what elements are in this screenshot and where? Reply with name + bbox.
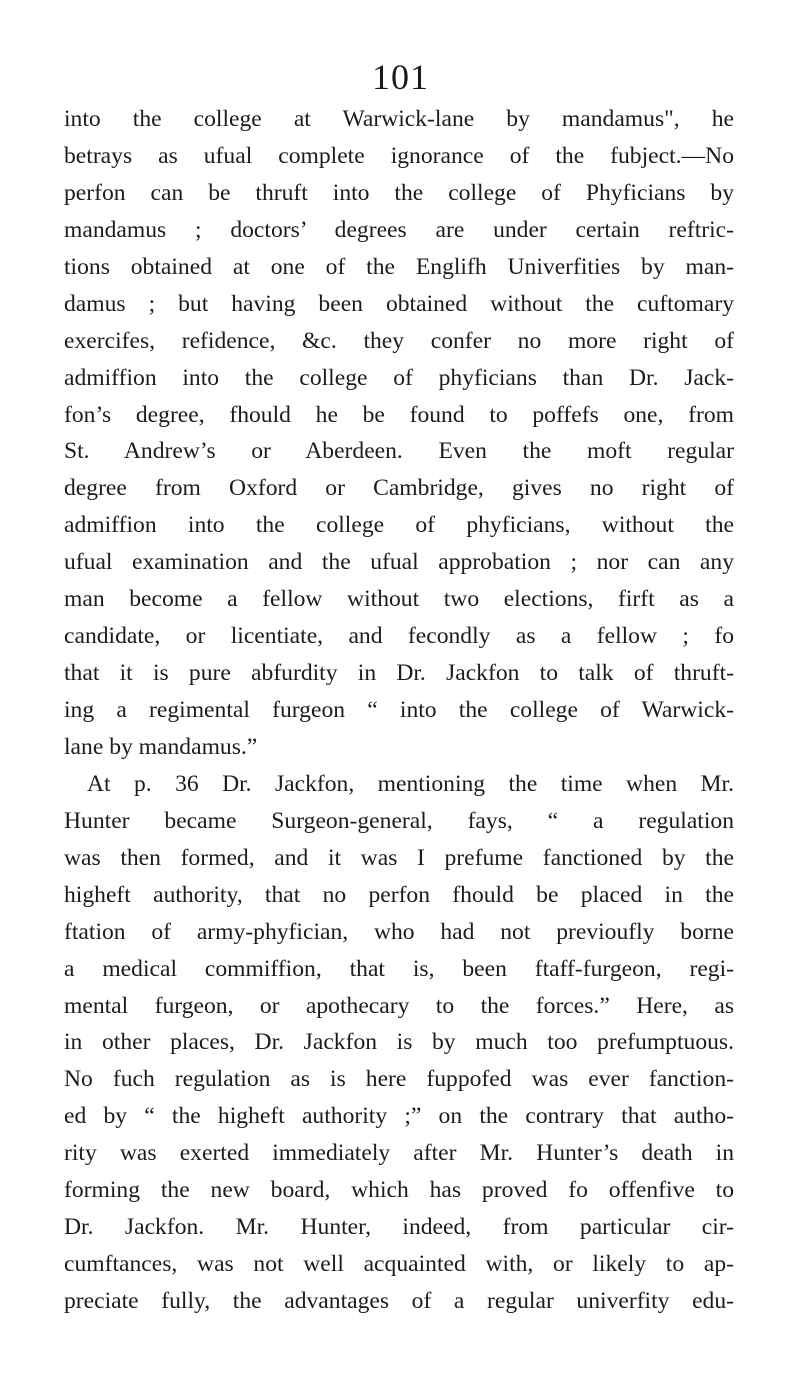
text-line: degree from Oxford or Cambridge, gives no right of: [64, 475, 734, 502]
text-line: St. Andrew’s or Aberdeen. Even the moft regular: [64, 438, 734, 465]
text-line: preciate fully, the advantages of a regular univerfity edu-: [64, 1288, 734, 1314]
text-line: cumftances, was not well acquainted with, or likely to ap-: [64, 1251, 734, 1278]
text-line: was then formed, and it was I prefume fanctioned by the: [64, 844, 734, 871]
text-line: man become a fellow without two elections, firft as a: [64, 586, 734, 613]
text-line: ed by “ the higheft authority ;” on the contrary that autho-: [64, 1103, 734, 1130]
text-line: No fuch regulation as is here fuppofed was ever fanction-: [64, 1066, 734, 1093]
body-text: [64, 101, 734, 1320]
text-line: At p. 36 Dr. Jackfon, mentioning the time when Mr.: [87, 770, 734, 797]
text-line: ufual examination and the ufual approbation ; nor can any: [64, 549, 734, 576]
text-line: higheft authority, that no perfon fhould be placed in the: [64, 881, 734, 908]
text-line: lane by mandamus.”: [64, 733, 258, 760]
text-line: Dr. Jackfon. Mr. Hunter, indeed, from particular cir-: [64, 1214, 734, 1241]
text-line: fon’s degree, fhould he be found to poffefs one, from: [64, 401, 734, 428]
text-line: admiffion into the college of phyficians than Dr. Jack-: [64, 364, 734, 391]
text-line: admiffion into the college of phyficians, without the: [64, 512, 734, 539]
text-line: into the college at Warwick-lane by mandamus", he: [64, 106, 734, 132]
text-line: tions obtained at one of the Englifh Univerfities by man-: [64, 253, 734, 280]
text-line: candidate, or licentiate, and fecondly as a fellow ; fo: [64, 623, 734, 650]
text-line: Hunter became Surgeon-general, fays, “ a regulation: [64, 807, 734, 834]
page-number: 101: [372, 57, 429, 97]
text-line: that it is pure abfurdity in Dr. Jackfon to talk of thruft-: [64, 660, 734, 687]
text-line: forming the new board, which has proved fo offenfive to: [64, 1177, 734, 1204]
text-line: betrays as ufual complete ignorance of the fubject.—No: [64, 142, 734, 169]
text-line: a medical commiffion, that is, been ftaff-furgeon, regi-: [64, 955, 734, 982]
text-line: perfon can be thruft into the college of Phyficians by: [64, 179, 734, 206]
text-line: mandamus ; doctors’ degrees are under certain reftric-: [64, 216, 734, 243]
text-line: exercifes, refidence, &c. they confer no more right of: [64, 327, 734, 354]
text-line: mental furgeon, or apothecary to the forces.” Here, as: [64, 992, 734, 1019]
text-line: in other places, Dr. Jackfon is by much too prefumptuous.: [64, 1029, 734, 1056]
text-line: ing a regimental furgeon “ into the college of Warwick-: [64, 697, 734, 723]
text-line: damus ; but having been obtained without the cuftomary: [64, 290, 734, 317]
text-line: rity was exerted immediately after Mr. Hunter’s death in: [64, 1140, 734, 1167]
text-line: ftation of army-phyfician, who had not previoufly borne: [64, 918, 734, 945]
